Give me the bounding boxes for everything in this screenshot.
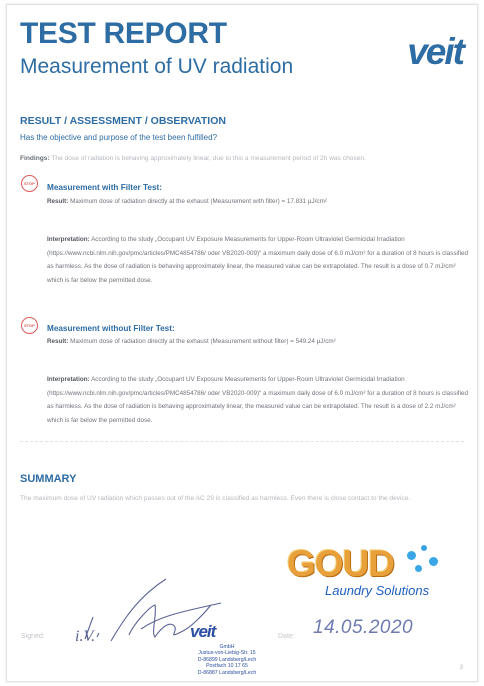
- signed-label: Signed:: [21, 633, 45, 640]
- stop-sign-icon: STOP: [21, 175, 38, 192]
- findings: [20, 155, 470, 162]
- interpretation-label: Interpretation:: [47, 376, 90, 383]
- report-page: [6, 4, 478, 682]
- objective-question: Has the objective and purpose of the test been fulfilled?: [20, 133, 218, 142]
- findings-label: Findings:: [20, 155, 50, 162]
- without-filter-interpretation: [47, 373, 471, 427]
- stamp-logo: veit: [190, 622, 216, 641]
- result-text: Maximum dose of radiation directly at the exhaust (Measurement without filter) = 549.24 µJ/cm²: [68, 338, 336, 345]
- stamp-line: D-86887 Landsberg/Lech: [197, 669, 257, 676]
- goud-tagline: Laundry Solutions: [325, 583, 430, 598]
- interpretation-text-2: As the dose of radiation is behaving approximately linear, the measured value can be extrapolated. The result is a dose of 0.7 mJ/cm² which is far below the permitted dose.: [47, 263, 456, 284]
- signature: [71, 575, 241, 655]
- stamp-line: Justus-von-Liebig-Str. 15: [198, 650, 256, 657]
- interpretation-text: According to the study „Occupant UV Exposure Measurements for Upper-Room Ultraviolet Germicidal Irradiation (https://www.ncbi.nlm.nih.gov/pmc/articles/PMC4854786/ oder VB2020-009)“ a maximum daily dose of 6.0 mJ/cm² for a duration of 8 hours is classified as harmless.: [47, 236, 469, 270]
- interpretation-text: According to the study „Occupant UV Exposure Measurements for Upper-Room Ultraviolet Germicidal Irradiation (https://www.ncbi.nlm.nih.gov/pmc/articles/PMC4854786/ oder VB2020-009)“ a maximum daily dose of 6.0 mJ/cm² for a duration of 8 hours is classified as harmless. As the dose of radiation is behaving approximately linear, the measured value can be extrapolated. The result is a dose of 2.2 mJ/cm² which is far below the permitted dose.: [47, 376, 469, 424]
- summary-text: The maximum dose of UV radiation which passes out of the AC 29 is classified as harmless. Even there is close contact to the device.: [20, 495, 411, 502]
- veit-logo: veit: [407, 31, 463, 72]
- stamp-line: GmbH: [219, 644, 235, 650]
- page-title: TEST REPORT: [20, 17, 227, 50]
- summary-heading: SUMMARY: [20, 473, 77, 485]
- goud-brand: GOUD: [287, 543, 394, 584]
- interpretation-label: Interpretation:: [47, 236, 90, 243]
- result-label: Result:: [47, 198, 69, 205]
- with-filter-result: [47, 195, 471, 209]
- section-divider: [20, 441, 464, 442]
- result-label: Result:: [47, 338, 69, 345]
- bubble-icon: [415, 565, 422, 572]
- with-filter-heading: Measurement with Filter Test:: [47, 183, 162, 192]
- with-filter-interpretation: [47, 233, 471, 287]
- findings-text: The dose of radiation is behaving approximately linear, due to this a measurement period of 2h was chosen.: [49, 155, 366, 162]
- stamp-line: Postfach 10 17 65: [206, 663, 248, 670]
- page-number: 3: [459, 665, 463, 671]
- without-filter-heading: Measurement without Filter Test:: [47, 324, 175, 333]
- date-label: Date:: [278, 633, 295, 640]
- company-stamp: [192, 644, 262, 676]
- bubble-icon: [407, 551, 416, 560]
- date-value: 14.05.2020: [313, 617, 414, 638]
- stop-sign-icon: STOP: [21, 317, 38, 334]
- bubble-icon: [421, 545, 427, 551]
- page-subtitle: Measurement of UV radiation: [20, 55, 294, 78]
- result-text: Maximum dose of radiation directly at the exhaust (Measurement with filter) = 17.831 µJ/cm²: [68, 198, 327, 205]
- signature-prefix: i.V.: [75, 628, 96, 645]
- result-heading: RESULT / ASSESSMENT / OBSERVATION: [20, 115, 226, 127]
- stamp-line: D-86899 Landsberg/Lech: [197, 656, 257, 663]
- bubble-icon: [429, 557, 438, 566]
- without-filter-result: [47, 335, 471, 349]
